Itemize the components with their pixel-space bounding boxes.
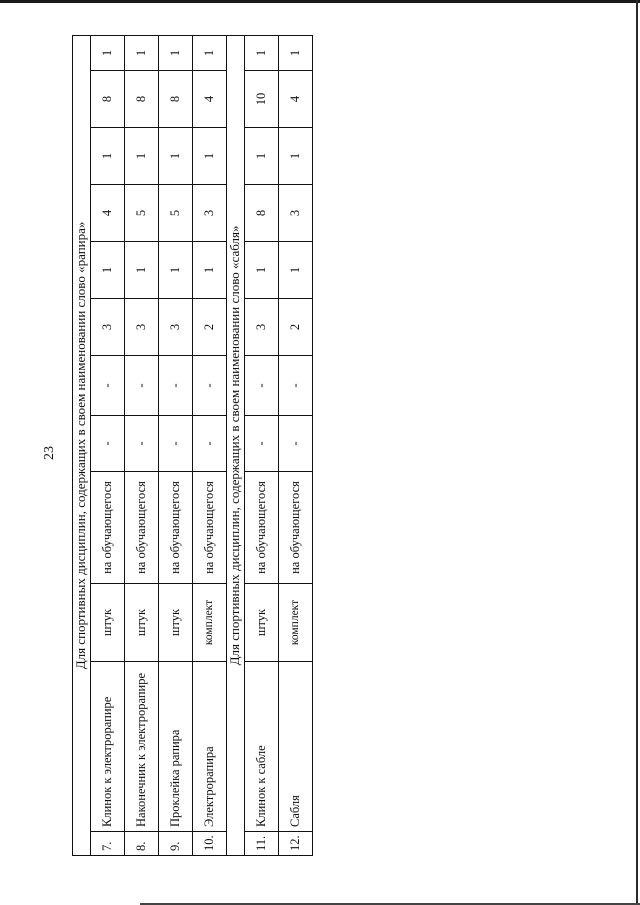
row-number: 8. [124, 832, 158, 856]
issue-basis: на обучающегося [90, 472, 124, 584]
value-cell: 1 [192, 128, 226, 185]
issue-basis: на обучающегося [158, 472, 192, 584]
value-cell: 1 [158, 128, 192, 185]
value-cell: 3 [244, 299, 278, 356]
value-cell: 2 [192, 299, 226, 356]
unit: штук [90, 584, 124, 662]
value-cell: 5 [158, 185, 192, 242]
section-title: Для спортивных дисциплин, содержащих в своем наименовании слово «рапира» [73, 35, 91, 855]
equipment-table [72, 35, 313, 856]
item-name: Электрорапира [192, 662, 226, 832]
item-name: Проклейка рапира [158, 662, 192, 832]
value-cell: 3 [278, 185, 312, 242]
scan-edge-right [636, 0, 638, 905]
value-cell: 4 [192, 71, 226, 128]
row-number: 7. [90, 832, 124, 856]
issue-basis: на обучающегося [244, 472, 278, 584]
value-cell: 3 [90, 299, 124, 356]
value-cell: - [244, 356, 278, 416]
value-cell: 8 [124, 71, 158, 128]
value-cell: - [158, 416, 192, 472]
value-cell: 8 [90, 71, 124, 128]
value-cell: 1 [90, 128, 124, 185]
unit: комплект [278, 584, 312, 662]
value-cell: 1 [124, 35, 158, 70]
value-cell: 3 [124, 299, 158, 356]
unit: штук [244, 584, 278, 662]
section-title: Для спортивных дисциплин, содержащих в своем наименовании слово «сабля» [226, 35, 244, 855]
issue-basis: на обучающегося [192, 472, 226, 584]
value-cell: 1 [192, 35, 226, 70]
value-cell: 8 [158, 71, 192, 128]
issue-basis: на обучающегося [124, 472, 158, 584]
row-number: 11. [244, 832, 278, 856]
value-cell: 1 [90, 242, 124, 299]
value-cell: 1 [278, 128, 312, 185]
value-cell: - [192, 416, 226, 472]
value-cell: - [192, 356, 226, 416]
item-name: Клинок к электрорапире [90, 662, 124, 832]
value-cell: 4 [90, 185, 124, 242]
row-number: 12. [278, 832, 312, 856]
value-cell: - [124, 416, 158, 472]
section-header-row [226, 35, 244, 855]
item-name: Сабля [278, 662, 312, 832]
value-cell: - [278, 356, 312, 416]
unit: комплект [192, 584, 226, 662]
value-cell: 1 [244, 128, 278, 185]
value-cell: 2 [278, 299, 312, 356]
value-cell: 1 [124, 242, 158, 299]
value-cell: 1 [278, 35, 312, 70]
value-cell: - [124, 356, 158, 416]
value-cell: 1 [158, 242, 192, 299]
row-number: 10. [192, 832, 226, 856]
table-row [158, 35, 192, 855]
value-cell: 1 [90, 35, 124, 70]
table-row [278, 35, 312, 855]
value-cell: 10 [244, 71, 278, 128]
unit: штук [124, 584, 158, 662]
item-name: Клинок к сабле [244, 662, 278, 832]
value-cell: 3 [158, 299, 192, 356]
value-cell: 1 [244, 35, 278, 70]
table-row [90, 35, 124, 855]
rotated-table-container [72, 36, 312, 856]
value-cell: 1 [192, 242, 226, 299]
table-row [124, 35, 158, 855]
value-cell: - [244, 416, 278, 472]
value-cell: - [90, 416, 124, 472]
value-cell: 1 [124, 128, 158, 185]
value-cell: 5 [124, 185, 158, 242]
value-cell: - [158, 356, 192, 416]
value-cell: - [278, 416, 312, 472]
value-cell: 3 [192, 185, 226, 242]
row-number: 9. [158, 832, 192, 856]
table-row [192, 35, 226, 855]
value-cell: - [90, 356, 124, 416]
table-row [244, 35, 278, 855]
unit: штук [158, 584, 192, 662]
value-cell: 1 [244, 242, 278, 299]
value-cell: 4 [278, 71, 312, 128]
value-cell: 1 [158, 35, 192, 70]
issue-basis: на обучающегося [278, 472, 312, 584]
section-header-row [73, 35, 91, 855]
page-number: 23 [42, 446, 57, 460]
value-cell: 8 [244, 185, 278, 242]
scan-edge-top [0, 0, 640, 3]
value-cell: 1 [278, 242, 312, 299]
item-name: Наконечник к электрорапире [124, 662, 158, 832]
